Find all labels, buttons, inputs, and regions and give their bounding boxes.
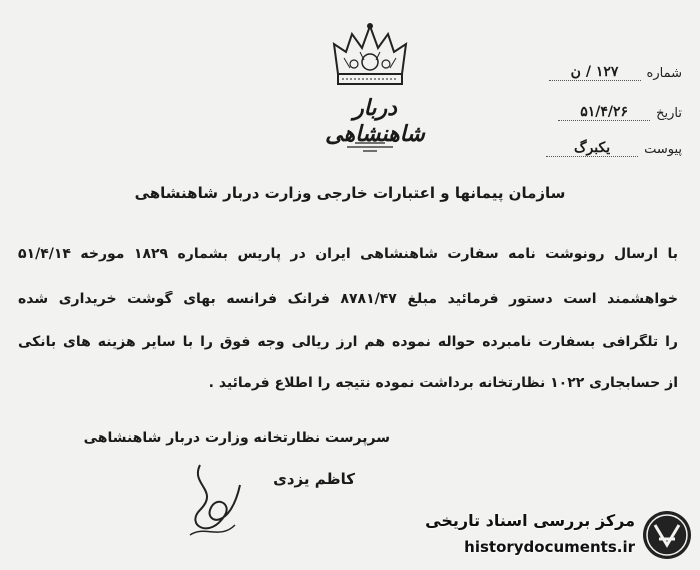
body-line-3: را تلگرافی بسفارت نامبرده حواله نموده هم ارز ریالی وجه فوق را با سایر هزینه های بانکی xyxy=(18,334,678,350)
number-field xyxy=(549,64,682,81)
handwritten-signature xyxy=(170,455,250,545)
body-line-1: با ارسال رونوشت نامه سفارت شاهنشاهی ایران در پاریس بشماره ۱۸۲۹ مورخه ۵۱/۴/۱۴ xyxy=(18,246,678,262)
signer-name: کاظم یزدی xyxy=(273,470,355,488)
number-label: شماره xyxy=(646,66,682,81)
crown-icon xyxy=(330,22,410,88)
history-documents-logo-icon xyxy=(641,509,693,561)
court-name: دربار شاهنشاهی xyxy=(325,95,425,147)
watermark xyxy=(418,505,693,565)
date-label: تاریخ xyxy=(656,106,682,121)
date-field xyxy=(558,104,682,121)
attachment-label: پیوست xyxy=(644,142,682,157)
attachment-value: یکبرگ xyxy=(546,140,638,157)
attachment-field xyxy=(546,140,682,157)
subject-line: سازمان پیمانها و اعتبارات خارجی وزارت دربار شاهنشاهی xyxy=(134,184,566,202)
watermark-title: مرکز بررسی اسناد تاریخی xyxy=(425,511,635,530)
watermark-url[interactable]: historydocuments.ir xyxy=(464,538,635,556)
date-value: ۵۱/۴/۲۶ xyxy=(558,104,650,121)
number-value: ۱۲۷ / ن xyxy=(549,64,641,81)
signer-title: سرپرست نظارتخانه وزارت دربار شاهنشاهی xyxy=(83,430,390,446)
ornament-icon xyxy=(345,140,395,154)
body-line-2: خواهشمند است دستور فرمائید مبلغ ۸۷۸۱/۴۷ فرانک فرانسه بهای گوشت خریداری شده xyxy=(18,291,678,307)
body-line-4: از حسابجاری ۱۰۲۲ نظارتخانه برداشت نموده نتیجه را اطلاع فرمائید . xyxy=(208,375,678,391)
